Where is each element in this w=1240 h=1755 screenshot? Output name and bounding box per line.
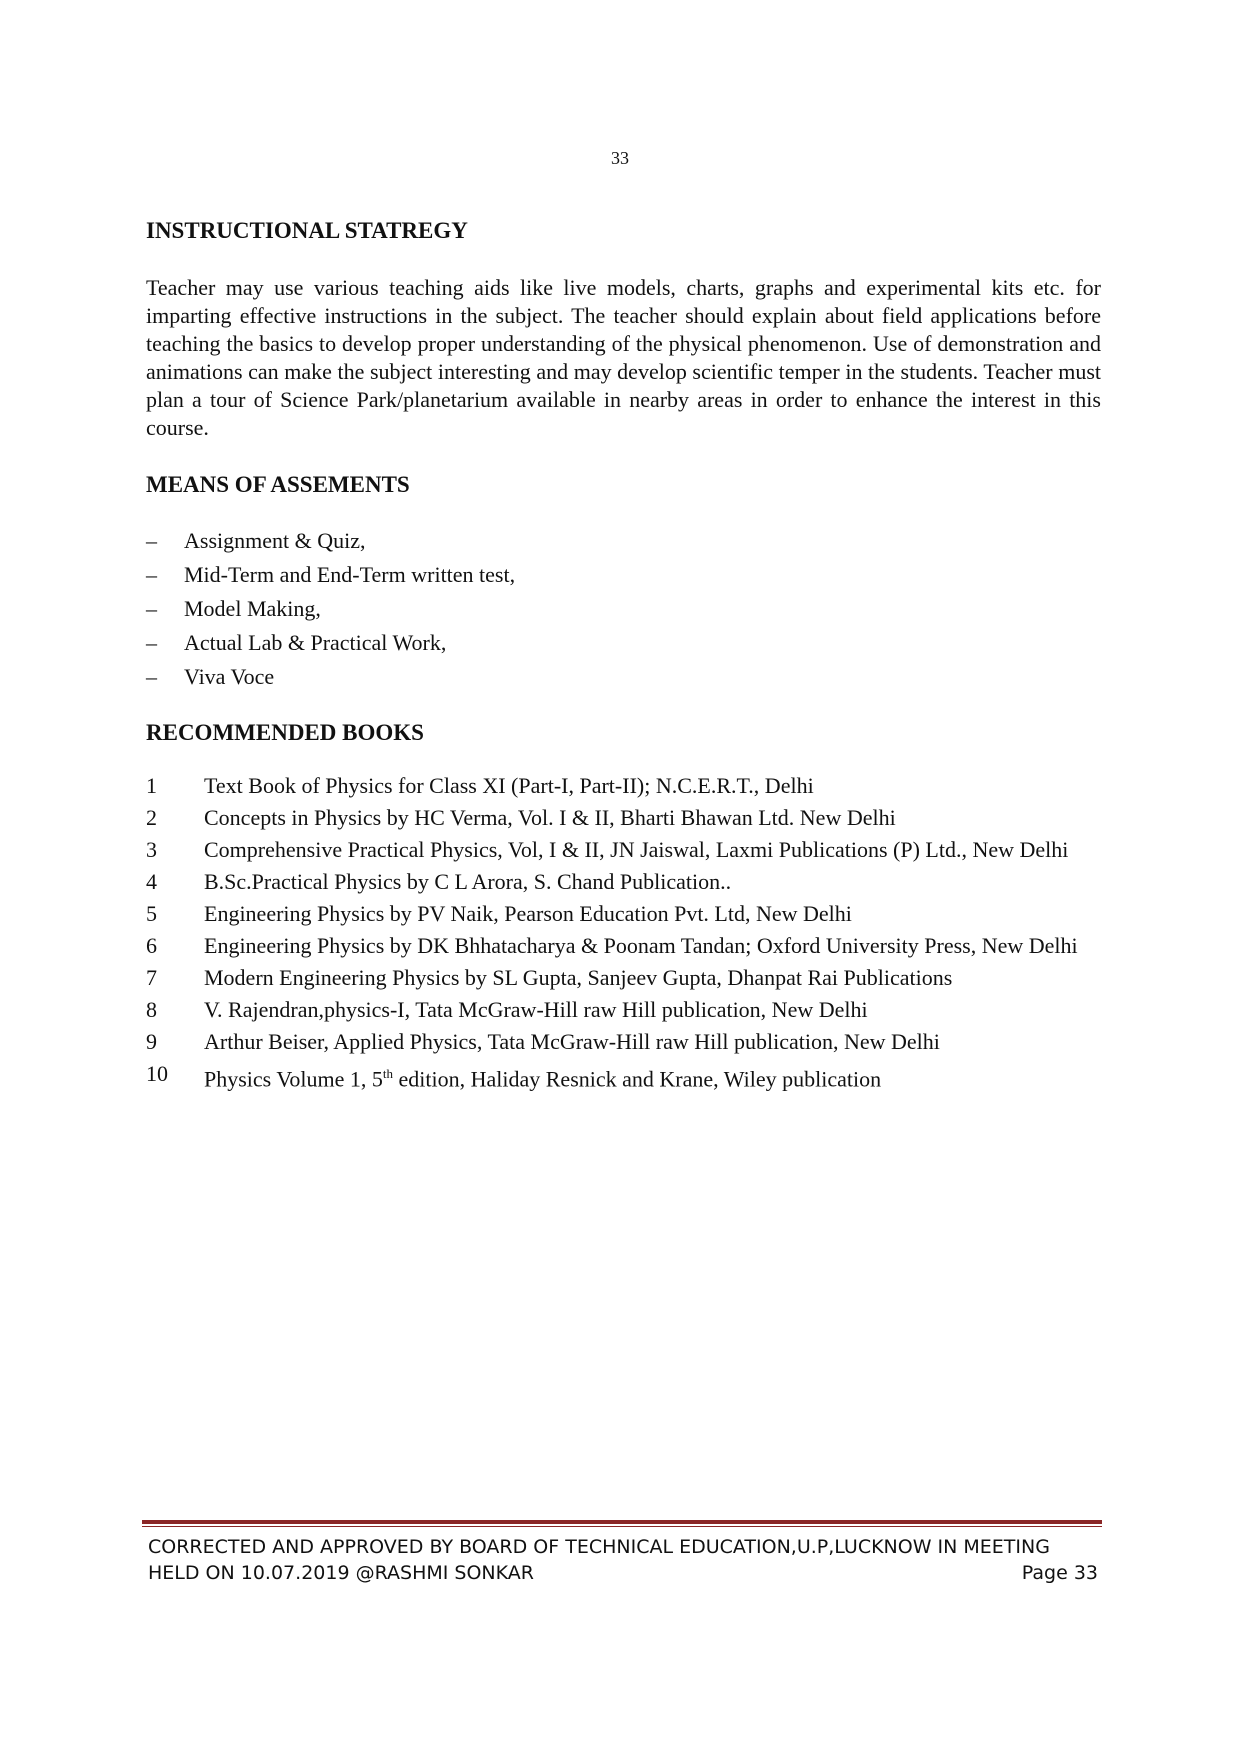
recommended-books-list (146, 770, 1101, 1095)
book-number: 1 (146, 773, 157, 798)
book-item (146, 834, 1101, 866)
instructional-strategy-paragraph: Teacher may use various teaching aids like live models, charts, graphs and experimental kits etc. for imparting effective instructions in the subject. The teacher should explain about field applications before teaching the basics to develop proper understanding of the physical phenomenon. Use of demonstration and animations can make the subject interesting and may develop scientific temper in the students. Teacher must plan a tour of Science Park/planetarium available in nearby areas in order to enhance the interest in this course. (146, 275, 1101, 440)
dash-bullet: – (146, 528, 157, 553)
book-item (146, 994, 1101, 1026)
book-title: Comprehensive Practical Physics, Vol, I & II, JN Jaiswal, Laxmi Publications (P) Ltd., New Delhi (204, 837, 1069, 862)
footer (148, 1534, 1098, 1586)
book-title: Concepts in Physics by HC Verma, Vol. I & II, Bharti Bhawan Ltd. New Delhi (204, 805, 896, 830)
book-number: 6 (146, 933, 157, 958)
book-title: Text Book of Physics for Class XI (Part-I, Part-II); N.C.E.R.T., Delhi (204, 773, 814, 798)
means-of-assessment-heading: MEANS OF ASSEMENTS (146, 472, 410, 497)
list-item-text: Assignment & Quiz, (184, 528, 366, 553)
footer-meeting-date: HELD ON 10.07.2019 @RASHMI SONKAR (148, 1562, 534, 1584)
dash-bullet: – (146, 596, 157, 621)
list-item-text: Model Making, (184, 596, 321, 621)
footer-second-line (148, 1560, 1098, 1586)
book-title-part: edition, Haliday Resnick and Krane, Wiley publication (393, 1066, 882, 1092)
book-title-part: Physics Volume 1, 5 (204, 1066, 383, 1092)
book-item (146, 802, 1101, 834)
list-item (146, 558, 1101, 592)
dash-bullet: – (146, 630, 157, 655)
list-item-text: Actual Lab & Practical Work, (184, 630, 447, 655)
footer-approval-line: CORRECTED AND APPROVED BY BOARD OF TECHNICAL EDUCATION,U.P,LUCKNOW IN MEETING (148, 1536, 1050, 1558)
book-number: 7 (146, 965, 157, 990)
footer-rule-thick (142, 1520, 1102, 1524)
page-content (146, 218, 1101, 1095)
list-item (146, 660, 1101, 694)
book-title (204, 1058, 1101, 1095)
footer-page-label: Page 33 (1021, 1562, 1098, 1584)
book-number: 2 (146, 805, 157, 830)
list-item (146, 524, 1101, 558)
book-item (146, 1058, 1101, 1095)
dash-bullet: – (146, 562, 157, 587)
list-item (146, 592, 1101, 626)
book-title: Engineering Physics by DK Bhhatacharya & Poonam Tandan; Oxford University Press, New Delhi (204, 933, 1078, 958)
list-item-text: Viva Voce (184, 664, 275, 689)
book-title: Modern Engineering Physics by SL Gupta, Sanjeev Gupta, Dhanpat Rai Publications (204, 965, 953, 990)
list-item-text: Mid-Term and End-Term written test, (184, 562, 516, 587)
list-item (146, 626, 1101, 660)
footer-rule-thin (142, 1526, 1102, 1527)
page-number: 33 (611, 148, 629, 168)
instructional-strategy-heading: INSTRUCTIONAL STATREGY (146, 218, 468, 243)
book-number: 10 (146, 1061, 168, 1086)
ordinal-superscript: th (382, 1066, 394, 1081)
footer-rule (142, 1520, 1102, 1527)
book-number: 9 (146, 1029, 157, 1054)
recommended-books-heading: RECOMMENDED BOOKS (146, 720, 424, 745)
book-item (146, 866, 1101, 898)
book-item (146, 1026, 1101, 1058)
book-item (146, 898, 1101, 930)
book-title: Arthur Beiser, Applied Physics, Tata McGraw-Hill raw Hill publication, New Delhi (204, 1029, 940, 1054)
book-number: 3 (146, 837, 157, 862)
book-item (146, 770, 1101, 802)
book-item (146, 962, 1101, 994)
book-number: 4 (146, 869, 157, 894)
book-title: B.Sc.Practical Physics by C L Arora, S. Chand Publication.. (204, 869, 732, 894)
book-item (146, 930, 1101, 962)
book-number: 5 (146, 901, 157, 926)
dash-bullet: – (146, 664, 157, 689)
means-of-assessment-list (146, 524, 1101, 694)
book-title: V. Rajendran,physics-I, Tata McGraw-Hill raw Hill publication, New Delhi (204, 997, 868, 1022)
book-number: 8 (146, 997, 157, 1022)
book-title: Engineering Physics by PV Naik, Pearson Education Pvt. Ltd, New Delhi (204, 901, 852, 926)
